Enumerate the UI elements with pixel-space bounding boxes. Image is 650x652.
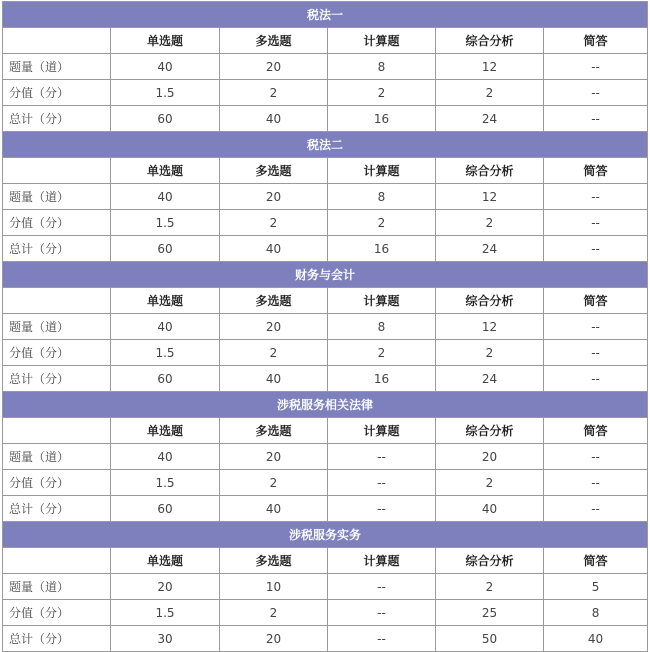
table-cell: 2 (436, 574, 544, 600)
section-title: 涉税服务相关法律 (3, 392, 648, 418)
table-cell: 40 (111, 314, 220, 340)
table-cell: -- (544, 470, 648, 496)
table-cell: 60 (111, 496, 220, 522)
table-row-total (3, 236, 648, 262)
section-title: 涉税服务实务 (3, 522, 648, 548)
table-cell: -- (328, 600, 436, 626)
table-row-points (3, 470, 648, 496)
table-cell: 1.5 (111, 470, 220, 496)
table-cell: 30 (111, 626, 220, 652)
table-cell: 24 (436, 106, 544, 132)
column-header: 综合分析 (436, 158, 544, 184)
table-cell: 2 (436, 470, 544, 496)
table-row-points (3, 210, 648, 236)
table-cell: 2 (328, 210, 436, 236)
table-row-quantity (3, 54, 648, 80)
table-cell: 1.5 (111, 80, 220, 106)
table-cell: 40 (220, 366, 328, 392)
column-header: 计算题 (328, 158, 436, 184)
column-header: 多选题 (220, 158, 328, 184)
table-cell: -- (544, 184, 648, 210)
table-cell: -- (544, 210, 648, 236)
section-title-row (3, 262, 648, 288)
row-label: 总计（分） (3, 106, 111, 132)
table-row-quantity (3, 184, 648, 210)
table-cell: 12 (436, 184, 544, 210)
table-cell: 2 (436, 210, 544, 236)
column-header: 简答 (544, 548, 648, 574)
column-header: 单选题 (111, 418, 220, 444)
column-header: 计算题 (328, 288, 436, 314)
column-header-row (3, 288, 648, 314)
table-row-quantity (3, 444, 648, 470)
table-cell: 8 (544, 600, 648, 626)
section-title-row (3, 2, 648, 28)
table-row-total (3, 626, 648, 652)
table-cell: 40 (220, 236, 328, 262)
table-cell: 12 (436, 54, 544, 80)
column-header-empty (3, 158, 111, 184)
table-cell: 40 (111, 444, 220, 470)
table-cell: 2 (220, 340, 328, 366)
column-header: 多选题 (220, 28, 328, 54)
table-cell: 8 (328, 314, 436, 340)
table-cell: 2 (220, 210, 328, 236)
column-header: 多选题 (220, 288, 328, 314)
row-label: 总计（分） (3, 626, 111, 652)
exam-table-body (3, 2, 648, 652)
table-cell: 12 (436, 314, 544, 340)
table-cell: 8 (328, 184, 436, 210)
table-cell: -- (544, 236, 648, 262)
section-title-row (3, 392, 648, 418)
column-header: 综合分析 (436, 418, 544, 444)
table-cell: 2 (220, 470, 328, 496)
row-label: 题量（道） (3, 314, 111, 340)
row-label: 题量（道） (3, 54, 111, 80)
table-row-points (3, 340, 648, 366)
table-cell: 50 (436, 626, 544, 652)
table-cell: -- (544, 444, 648, 470)
column-header: 多选题 (220, 418, 328, 444)
table-cell: 20 (220, 54, 328, 80)
column-header-empty (3, 288, 111, 314)
table-cell: 40 (111, 184, 220, 210)
table-cell: 20 (220, 444, 328, 470)
table-cell: -- (544, 54, 648, 80)
table-cell: -- (328, 574, 436, 600)
table-cell: 24 (436, 236, 544, 262)
exam-table-container (2, 1, 647, 652)
row-label: 分值（分） (3, 470, 111, 496)
table-row-points (3, 600, 648, 626)
table-cell: 8 (328, 54, 436, 80)
table-cell: 24 (436, 366, 544, 392)
table-cell: 5 (544, 574, 648, 600)
column-header-row (3, 28, 648, 54)
row-label: 总计（分） (3, 236, 111, 262)
table-cell: 40 (220, 496, 328, 522)
table-cell: 60 (111, 236, 220, 262)
row-label: 题量（道） (3, 444, 111, 470)
column-header: 简答 (544, 158, 648, 184)
table-cell: 40 (544, 626, 648, 652)
column-header: 单选题 (111, 28, 220, 54)
table-cell: -- (544, 496, 648, 522)
table-row-total (3, 106, 648, 132)
table-cell: 20 (436, 444, 544, 470)
row-label: 题量（道） (3, 184, 111, 210)
column-header: 综合分析 (436, 28, 544, 54)
table-cell: 2 (436, 80, 544, 106)
table-cell: -- (328, 496, 436, 522)
row-label: 分值（分） (3, 80, 111, 106)
table-cell: -- (544, 80, 648, 106)
table-row-quantity (3, 314, 648, 340)
column-header-empty (3, 548, 111, 574)
section-title: 税法一 (3, 2, 648, 28)
table-cell: -- (544, 106, 648, 132)
section-title-row (3, 522, 648, 548)
table-cell: 40 (220, 106, 328, 132)
section-title: 财务与会计 (3, 262, 648, 288)
table-cell: -- (328, 470, 436, 496)
column-header-row (3, 418, 648, 444)
table-cell: 2 (328, 340, 436, 366)
row-label: 分值（分） (3, 210, 111, 236)
section-title: 税法二 (3, 132, 648, 158)
column-header-row (3, 158, 648, 184)
column-header: 单选题 (111, 158, 220, 184)
table-cell: 1.5 (111, 210, 220, 236)
table-cell: 25 (436, 600, 544, 626)
table-cell: -- (328, 626, 436, 652)
table-cell: 2 (220, 600, 328, 626)
table-cell: 2 (328, 80, 436, 106)
column-header: 计算题 (328, 548, 436, 574)
table-cell: -- (544, 366, 648, 392)
table-cell: 40 (436, 496, 544, 522)
table-cell: 2 (436, 340, 544, 366)
section-title-row (3, 132, 648, 158)
column-header: 单选题 (111, 548, 220, 574)
row-label: 题量（道） (3, 574, 111, 600)
table-row-quantity (3, 574, 648, 600)
column-header-empty (3, 28, 111, 54)
table-cell: -- (544, 314, 648, 340)
column-header: 计算题 (328, 418, 436, 444)
column-header: 综合分析 (436, 288, 544, 314)
table-cell: 20 (220, 626, 328, 652)
table-cell: 10 (220, 574, 328, 600)
table-cell: 20 (111, 574, 220, 600)
table-cell: 16 (328, 366, 436, 392)
table-cell: -- (328, 444, 436, 470)
table-row-total (3, 366, 648, 392)
table-cell: 1.5 (111, 600, 220, 626)
exam-score-table (2, 1, 648, 652)
table-cell: -- (544, 340, 648, 366)
row-label: 分值（分） (3, 600, 111, 626)
table-cell: 20 (220, 184, 328, 210)
table-cell: 2 (220, 80, 328, 106)
column-header: 简答 (544, 288, 648, 314)
row-label: 分值（分） (3, 340, 111, 366)
table-row-total (3, 496, 648, 522)
row-label: 总计（分） (3, 496, 111, 522)
table-cell: 20 (220, 314, 328, 340)
table-row-points (3, 80, 648, 106)
table-cell: 1.5 (111, 340, 220, 366)
column-header: 综合分析 (436, 548, 544, 574)
table-cell: 40 (111, 54, 220, 80)
column-header: 简答 (544, 28, 648, 54)
column-header: 多选题 (220, 548, 328, 574)
column-header: 计算题 (328, 28, 436, 54)
table-cell: 60 (111, 106, 220, 132)
table-cell: 60 (111, 366, 220, 392)
column-header: 简答 (544, 418, 648, 444)
row-label: 总计（分） (3, 366, 111, 392)
column-header-row (3, 548, 648, 574)
table-cell: 16 (328, 236, 436, 262)
column-header: 单选题 (111, 288, 220, 314)
table-cell: 16 (328, 106, 436, 132)
column-header-empty (3, 418, 111, 444)
